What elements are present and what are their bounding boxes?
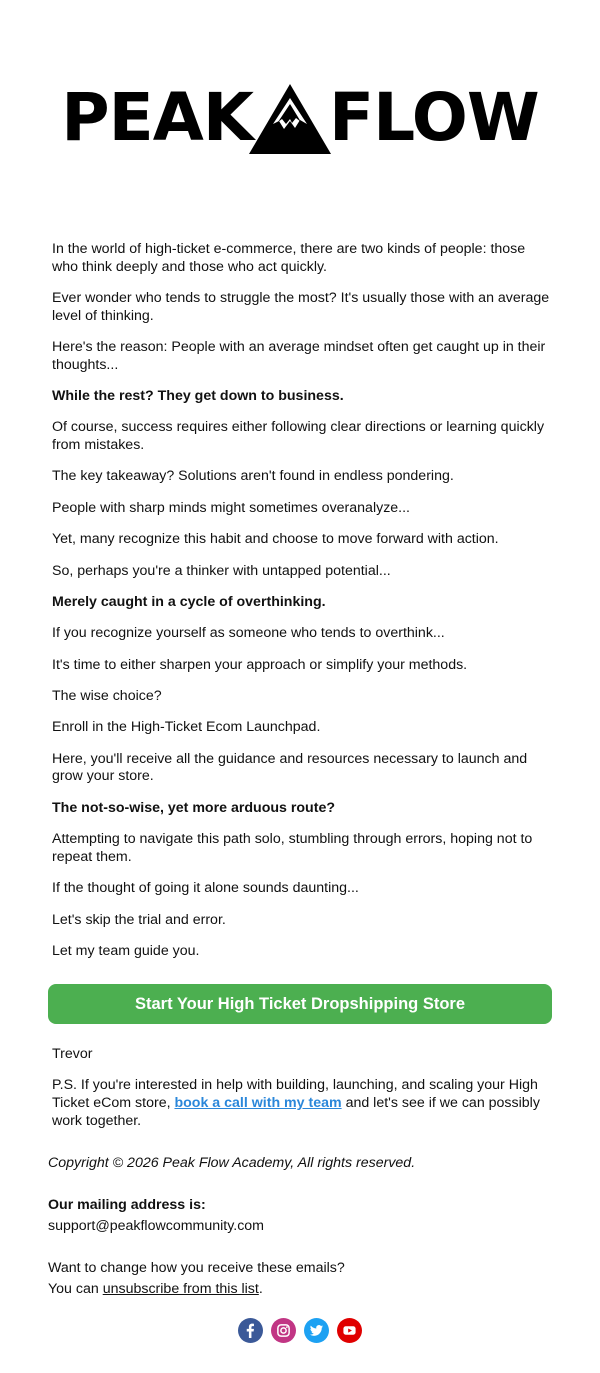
body-paragraph: People with sharp minds might sometimes overanalyze... bbox=[52, 499, 410, 516]
youtube-link[interactable] bbox=[337, 1318, 362, 1343]
email-footer bbox=[48, 1153, 552, 1300]
unsubscribe-suffix: . bbox=[258, 1281, 263, 1297]
instagram-link[interactable] bbox=[271, 1318, 296, 1343]
signoff bbox=[52, 1046, 552, 1144]
body-paragraph: Enroll in the High-Ticket Ecom Launchpad. bbox=[52, 719, 321, 736]
facebook-icon bbox=[243, 1323, 258, 1338]
copyright-notice: Copyright © 2026 Peak Flow Academy, All rights reserved. bbox=[48, 1155, 416, 1171]
preferences-question: Want to change how you receive these emails? bbox=[48, 1260, 345, 1276]
postscript-text-before: P.S. If you're interested in help with building, launching, and scaling your High Ticket eCom store, bbox=[52, 1077, 538, 1111]
signature-name: Trevor bbox=[52, 1046, 93, 1062]
logo-text-left: PEAK bbox=[61, 79, 253, 156]
mailing-address-label: Our mailing address is: bbox=[48, 1197, 206, 1213]
body-paragraph: The wise choice? bbox=[52, 688, 162, 705]
body-paragraph: The not-so-wise, yet more arduous route? bbox=[52, 799, 335, 816]
body-paragraph: If the thought of going it alone sounds daunting... bbox=[52, 880, 359, 897]
mountain-icon bbox=[249, 82, 331, 154]
body-paragraph: Let's skip the trial and error. bbox=[52, 911, 226, 928]
body-paragraph: Yet, many recognize this habit and choose to move forward with action. bbox=[52, 531, 499, 548]
body-paragraph: Here, you'll receive all the guidance and resources necessary to launch and grow your store. bbox=[52, 750, 528, 785]
postscript-text-after: and let's see if we can possibly work together. bbox=[52, 1094, 540, 1129]
social-links bbox=[0, 1318, 600, 1344]
unsubscribe-prefix: You can bbox=[48, 1281, 103, 1297]
brand-logo bbox=[0, 78, 600, 158]
body-paragraph: If you recognize yourself as someone who tends to overthink... bbox=[52, 625, 445, 642]
twitter-link[interactable] bbox=[304, 1318, 329, 1343]
body-paragraph: Attempting to navigate this path solo, stumbling through errors, hoping not to repeat them. bbox=[52, 831, 533, 865]
youtube-icon bbox=[342, 1323, 357, 1338]
body-paragraph: It's time to either sharpen your approach or simplify your methods. bbox=[52, 656, 468, 673]
body-paragraph: While the rest? They get down to business. bbox=[52, 387, 344, 404]
unsubscribe-line bbox=[48, 1279, 552, 1300]
email-body bbox=[52, 241, 552, 974]
body-paragraph: Ever wonder who tends to struggle the most? It's usually those with an average level of thinking. bbox=[52, 289, 550, 324]
mailing-address-email: support@peakflowcommunity.com bbox=[48, 1218, 264, 1234]
body-paragraph: So, perhaps you're a thinker with untapped potential... bbox=[52, 562, 391, 579]
body-paragraph: Merely caught in a cycle of overthinking. bbox=[52, 593, 326, 610]
body-paragraph: In the world of high-ticket e-commerce, there are two kinds of people: those who think deeply and those who act quickly. bbox=[52, 241, 526, 275]
postscript bbox=[52, 1077, 552, 1130]
body-paragraph: Let my team guide you. bbox=[52, 942, 200, 959]
body-paragraph: Of course, success requires either following clear directions or learning quickly from mistakes. bbox=[52, 419, 545, 453]
logo-text-right: FLOW bbox=[328, 79, 539, 156]
book-call-link[interactable]: book a call with my team bbox=[174, 1094, 342, 1111]
facebook-link[interactable] bbox=[238, 1318, 263, 1343]
body-paragraph: Here's the reason: People with an average mindset often get caught up in their thoughts... bbox=[52, 338, 546, 373]
unsubscribe-link[interactable]: unsubscribe from this list bbox=[102, 1281, 259, 1297]
twitter-icon bbox=[309, 1323, 324, 1338]
body-paragraph: The key takeaway? Solutions aren't found in endless pondering. bbox=[52, 468, 454, 485]
start-store-button[interactable]: Start Your High Ticket Dropshipping Store bbox=[48, 984, 552, 1024]
instagram-icon bbox=[276, 1323, 291, 1338]
